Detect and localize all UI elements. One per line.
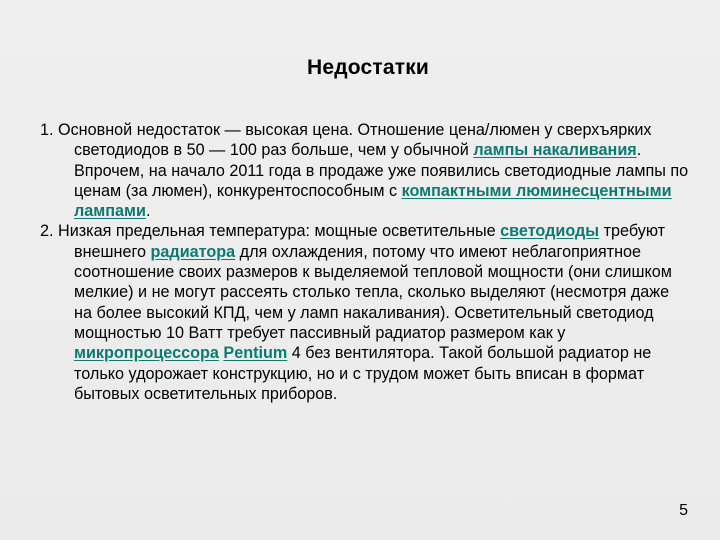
slide-title: Недостатки [306,56,430,79]
text-segment: 2. Низкая предельная температура: мощные осветительные [40,222,501,241]
paragraph-1 [40,120,690,221]
link-radiator[interactable]: радиатора [150,242,236,261]
text-segment: для охлаждения, потому что имеют неблагоприятное соотношение своих размеров к выделяемой тепловой мощности (они слишком мелкие) и не могут рассеять столько тепла, сколько выделяют (несмотря даже на более высокий КПД, чем у ламп накаливания). Осветительный светодиод мощностью 10 Ватт требует пассивный радиатор размером как у [74,242,672,342]
page-number: 5 [679,502,688,519]
slide-body [40,120,690,404]
link-incandescent-lamps[interactable]: лампы накаливания [473,141,637,160]
text-segment: 4 без вентилятора. Такой большой радиатор не только удорожает конструкцию, но и с трудом может быть вписан в формат бытовых осветительных приборов. [74,344,652,403]
link-compact-fluorescent-lamps[interactable]: компактными люминесцентными лампами [74,181,672,221]
text-segment: . [145,202,151,221]
text-segment: 1. Основной недостаток — высокая цена. Отношение цена/люмен у сверхъярких светодиодов в 50 — 100 раз больше, чем у обычной [40,121,652,160]
text-segment: требуют внешнего [74,222,666,261]
text-segment: . Впрочем, на начало 2011 года в продаже уже появились светодиодные лампы по ценам (за люмен), конкурентоспособным с [74,141,689,200]
paragraph-2 [40,221,690,404]
link-pentium[interactable]: Pentium [223,344,288,363]
link-microprocessor[interactable]: микропроцессора [74,344,219,363]
link-leds[interactable]: светодиоды [500,222,600,241]
